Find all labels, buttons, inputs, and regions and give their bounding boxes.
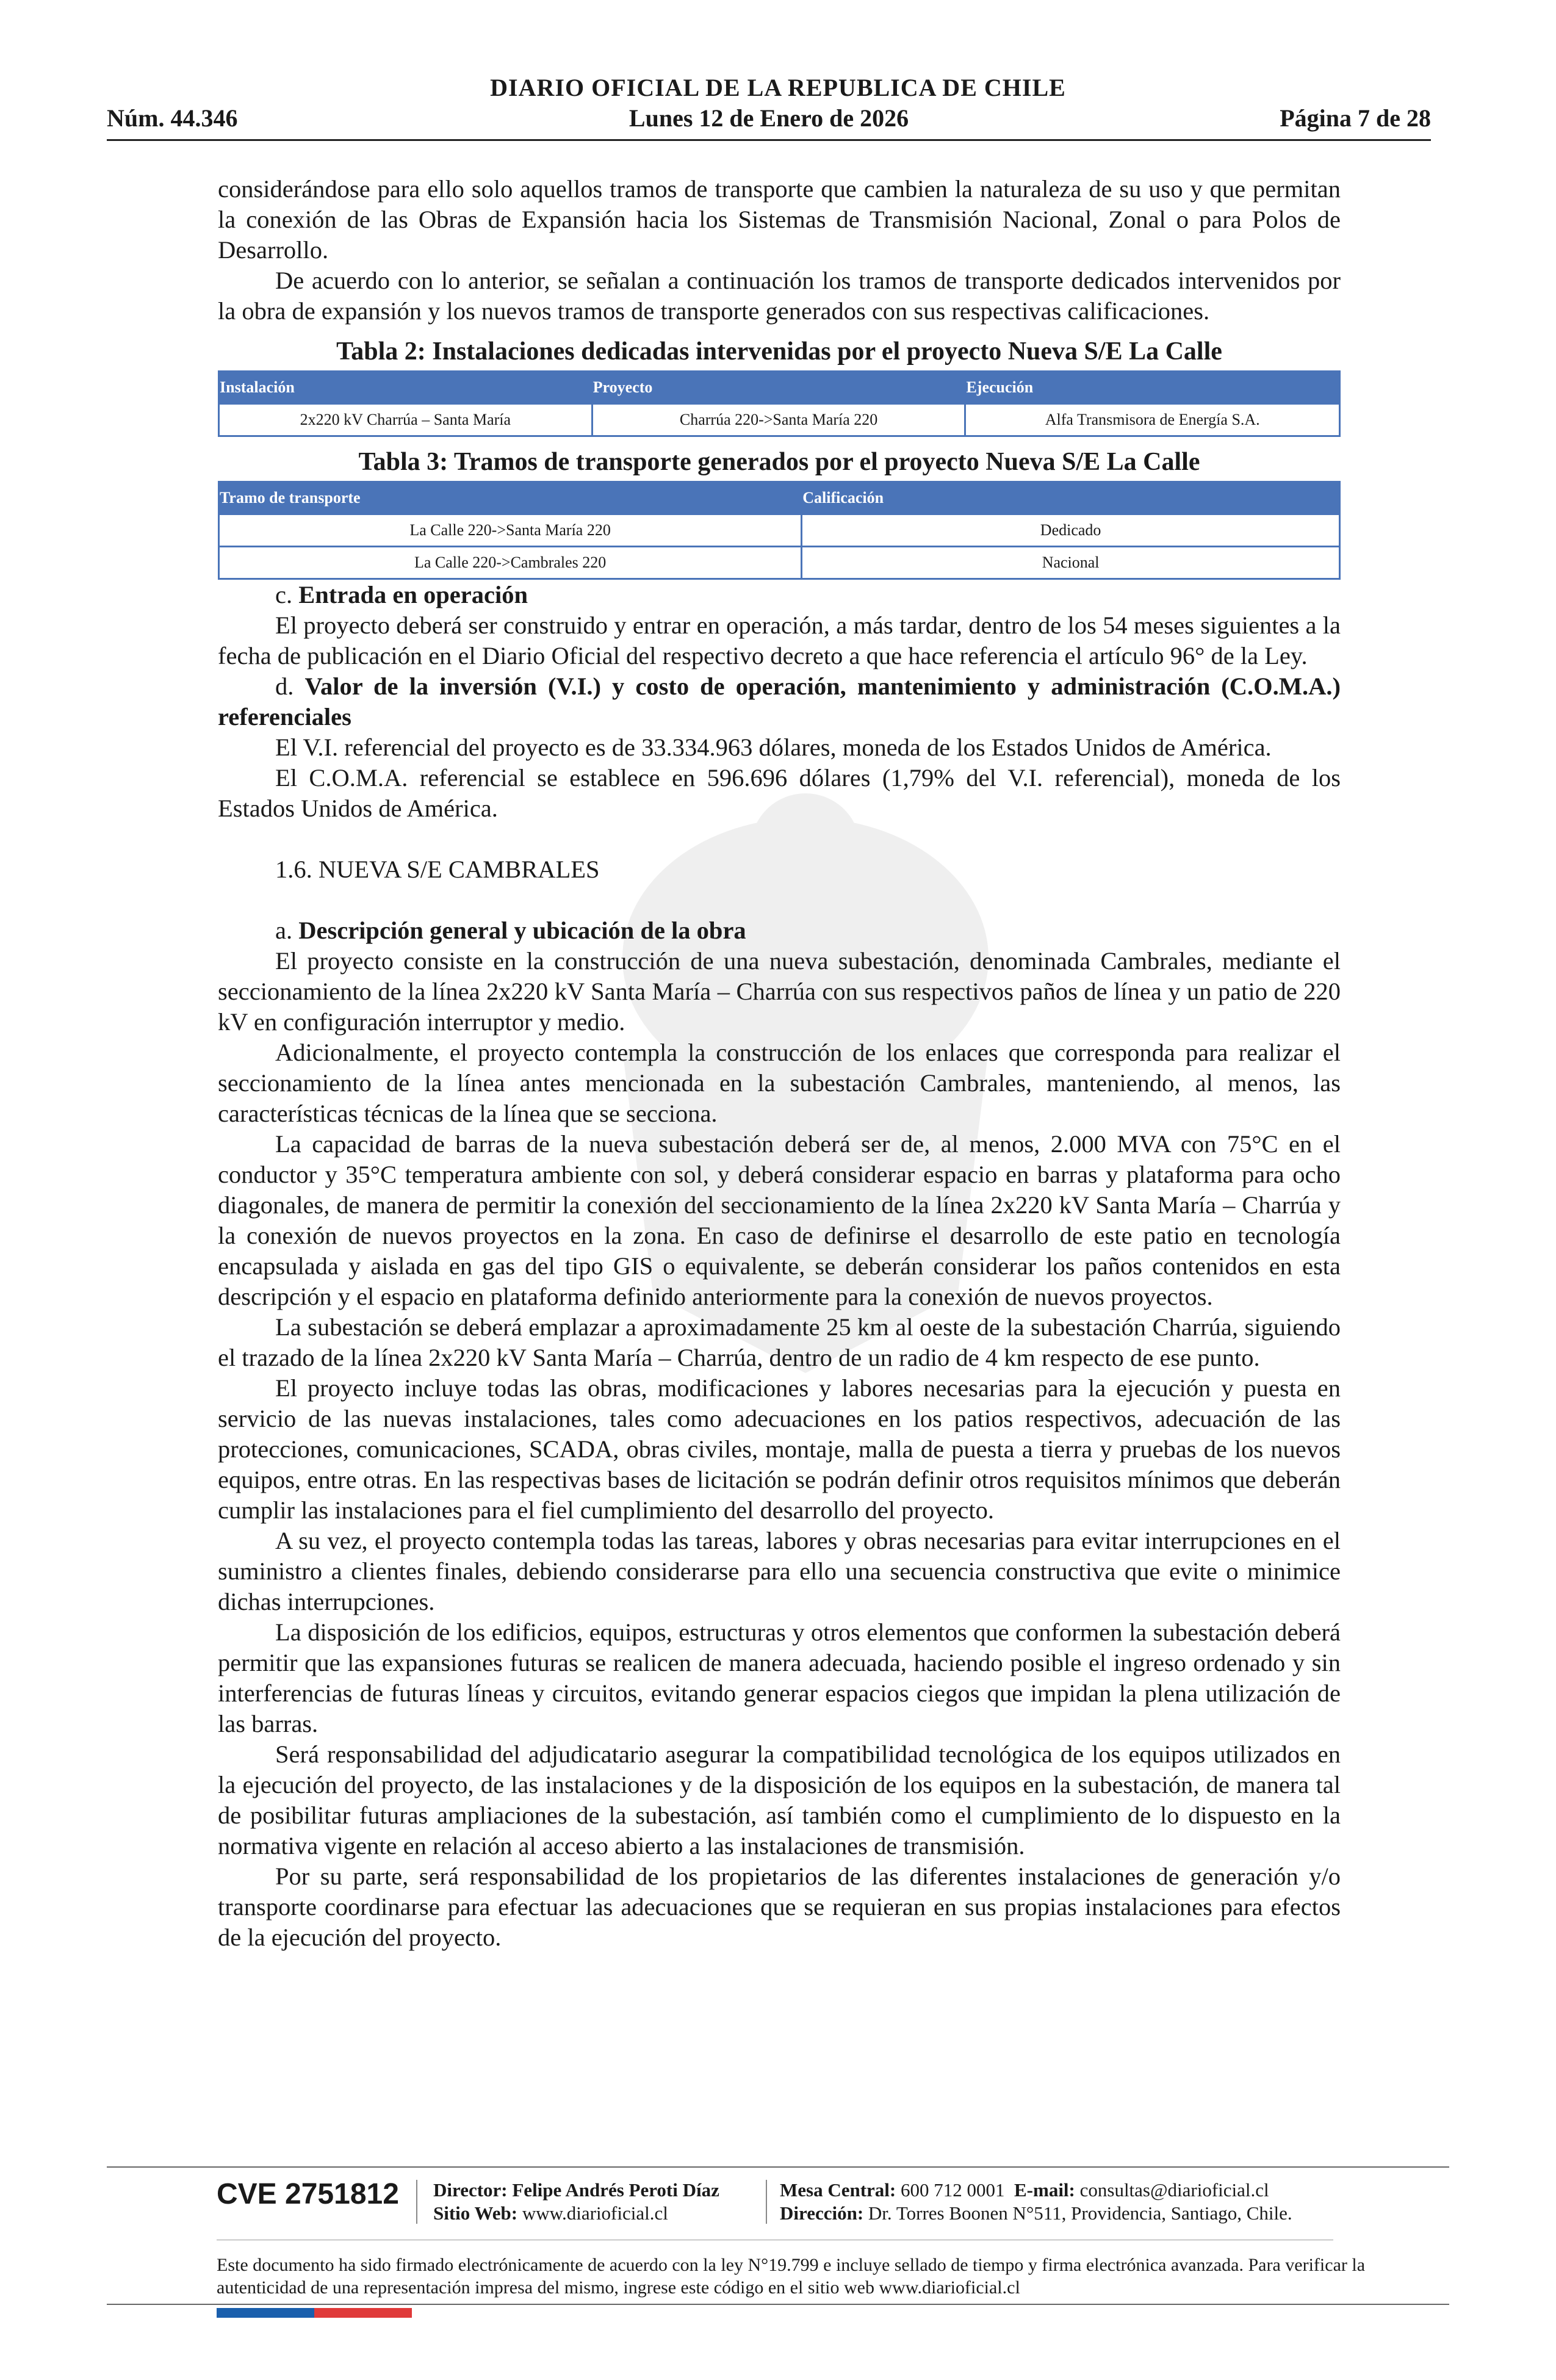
flag-bar-red: [314, 2308, 412, 2318]
director-name: Felipe Andrés Peroti Díaz: [512, 2179, 719, 2201]
paragraph: El proyecto incluye todas las obras, modificaciones y labores necesarias para la ejecución y puesta en servicio de las nuevas instalaciones, tales como adecuaciones en los patios respectivos, adecuación de las protecciones, comunicaciones, SCADA, obras civiles, montaje, malla de puesta a tierra y pruebas de los nuevos equipos, entre otras. En las respectivas bases de licitación se podrán definir otros requisitos mínimos que deberán cumplir las instalaciones para el fiel cumplimiento del desarrollo del proyecto.: [218, 1374, 1341, 1524]
footer-bottom-divider: [107, 2304, 1449, 2305]
table-row: [219, 514, 1340, 547]
issue-number: Núm. 44.346: [107, 104, 238, 132]
table-header-cell: Calificación: [802, 482, 1340, 514]
table-row: [219, 547, 1340, 579]
address: Dr. Torres Boonen N°511, Providencia, Santiago, Chile.: [868, 2202, 1292, 2224]
paragraph: La subestación se deberá emplazar a aproximadamente 25 km al oeste de la subestación Charrúa, siguiendo el trazado de la línea 2x220 kV Santa María – Charrúa, dentro de un radio de 4 km respecto de ese punto.: [218, 1313, 1341, 1371]
issue-date: Lunes 12 de Enero de 2026: [629, 104, 909, 132]
table-cell: La Calle 220->Santa María 220: [219, 514, 802, 547]
paragraph: El V.I. referencial del proyecto es de 33.334.963 dólares, moneda de los Estados Unidos de América.: [275, 734, 1272, 761]
paragraph: El C.O.M.A. referencial se establece en 596.696 dólares (1,79% del V.I. referencial), moneda de los Estados Unidos de América.: [218, 764, 1341, 822]
table-cell: Alfa Transmisora de Energía S.A.: [965, 404, 1340, 436]
paragraph: El proyecto consiste en la construcción de una nueva subestación, denominada Cambrales, mediante el seccionamiento de la línea 2x220 kV Santa María – Charrúa con sus respectivos paños de línea y un patio de 220 kV en configuración interruptor y medio.: [218, 947, 1341, 1036]
table-cell: Dedicado: [802, 514, 1340, 547]
paragraph: considerándose para ello solo aquellos tramos de transporte que cambien la naturaleza de su uso y que permitan la conexión de las Obras de Expansión hacia los Sistemas de Transmisión Nacional, Zonal o para Polos de Desarrollo.: [218, 175, 1341, 264]
paragraph: La disposición de los edificios, equipos, estructuras y otros elementos que conformen la subestación deberá permitir que las expansiones futuras se realicen de manera adecuada, haciendo posible el ingreso ordenado y sin interferencias de futuras líneas y circuitos, evitando generar espacios ciegos que impidan la plena utilización de las barras.: [218, 1618, 1341, 1737]
phone-number: 600 712 0001: [901, 2179, 1005, 2201]
table-cell: Charrúa 220->Santa María 220: [592, 404, 965, 436]
paragraph: A su vez, el proyecto contempla todas las tareas, labores y obras necesarias para evitar interrupciones en el suministro a clientes finales, debiendo considerarse para ello una secuencia constructiva que evite o minimice dichas interrupciones.: [218, 1527, 1341, 1615]
website-link[interactable]: www.diarioficial.cl: [522, 2202, 668, 2224]
table-cell: Nacional: [802, 547, 1340, 579]
paragraph: Será responsabilidad del adjudicatario asegurar la compatibilidad tecnológica de los equipos utilizados en la ejecución del proyecto, de las instalaciones y de la disposición de los equipos en la subestación, de manera tal de posibilitar futuras ampliaciones de la subestación, así también como el cumplimiento de lo dispuesto en la normativa vigente en relación al acceso abierto a las instalaciones de transmisión.: [218, 1740, 1341, 1859]
page-body: [218, 174, 1341, 1953]
footer-divider: [107, 2166, 1449, 2168]
section-d-heading: d. Valor de la inversión (V.I.) y costo de operación, mantenimiento y administración (C.O.M.A.) referenciales: [218, 673, 1341, 730]
cve-code: CVE 2751812: [217, 2178, 399, 2210]
paragraph: El proyecto deberá ser construido y entrar en operación, a más tardar, dentro de los 54 meses siguientes a la fecha de publicación en el Diario Oficial del respectivo decreto a que hace referencia el artículo 96° de la Ley.: [218, 611, 1341, 669]
table-header-cell: Tramo de transporte: [219, 482, 802, 514]
table-header-cell: Proyecto: [592, 372, 965, 404]
page-number: Página 7 de 28: [1280, 104, 1431, 132]
table-3-caption: Tabla 3: Tramos de transporte generados por el proyecto Nueva S/E La Calle: [358, 448, 1200, 476]
footer-contact-block: Mesa Central: 600 712 0001 E-mail: consultas@diarioficial.cl Dirección: Dr. Torres Boonen N°511, Providencia, Santiago, Chile.: [780, 2179, 1292, 2224]
footer-separator: [416, 2180, 417, 2224]
section-heading: 1.6. NUEVA S/E CAMBRALES: [275, 856, 600, 883]
flag-bar-blue: [217, 2308, 314, 2318]
paragraph: La capacidad de barras de la nueva subestación deberá ser de, al menos, 2.000 MVA con 75°C en el conductor y 35°C temperatura ambiente con sol, y deberá considerar espacio en barras y plataforma para ocho diagonales, de manera de permitir la conexión del seccionamiento de la línea 2x220 kV Santa María – Charrúa y la conexión de nuevos proyectos en la zona. En caso de definirse el desarrollo de este patio en tecnología encapsulada y aislada en gas del tipo GIS o equivalente, se deberán considerar los paños contenidos en esta descripción y el espacio en plataforma definido anteriormente para la conexión de nuevos proyectos.: [218, 1130, 1341, 1310]
table-header-cell: Instalación: [219, 372, 593, 404]
email-link[interactable]: consultas@diarioficial.cl: [1079, 2179, 1269, 2201]
footer-separator: [766, 2180, 767, 2224]
header-divider: [107, 139, 1431, 141]
table-cell: La Calle 220->Cambrales 220: [219, 547, 802, 579]
section-a-heading: a. Descripción general y ubicación de la obra: [275, 917, 746, 944]
section-c-heading: c. Entrada en operación: [275, 581, 528, 608]
table-header-cell: Ejecución: [965, 372, 1340, 404]
table-2-caption: Tabla 2: Instalaciones dedicadas intervenidas por el proyecto Nueva S/E La Calle: [336, 337, 1222, 366]
newspaper-title: DIARIO OFICIAL DE LA REPUBLICA DE CHILE: [490, 74, 1066, 101]
paragraph: De acuerdo con lo anterior, se señalan a continuación los tramos de transporte dedicados intervenidos por la obra de expansión y los nuevos tramos de transporte generados con sus respectivas calificaciones.: [218, 267, 1341, 325]
footer-director-block: Director: Felipe Andrés Peroti Díaz Sitio Web: www.diarioficial.cl: [433, 2179, 719, 2224]
table-2: [218, 370, 1341, 437]
signature-notice: Este documento ha sido firmado electrónicamente de acuerdo con la ley N°19.799 e incluye sellado de tiempo y firma electrónica avanzada. Para verificar la autenticidad de una representación impresa del mismo, ingrese este código en el sitio web www.diarioficial.cl: [217, 2255, 1366, 2298]
table-3: [218, 481, 1341, 580]
table-cell: 2x220 kV Charrúa – Santa María: [219, 404, 593, 436]
paragraph: Adicionalmente, el proyecto contempla la construcción de los enlaces que corresponda para realizar el seccionamiento de la línea antes mencionada en la subestación Cambrales, manteniendo, al menos, las características técnicas de la línea que se secciona.: [218, 1039, 1341, 1127]
paragraph: Por su parte, será responsabilidad de los propietarios de las diferentes instalaciones de generación y/o transporte coordinarse para efectuar las adecuaciones que se requieran en sus propias instalaciones para efectos de la ejecución del proyecto.: [218, 1863, 1341, 1951]
table-row: [219, 404, 1340, 436]
